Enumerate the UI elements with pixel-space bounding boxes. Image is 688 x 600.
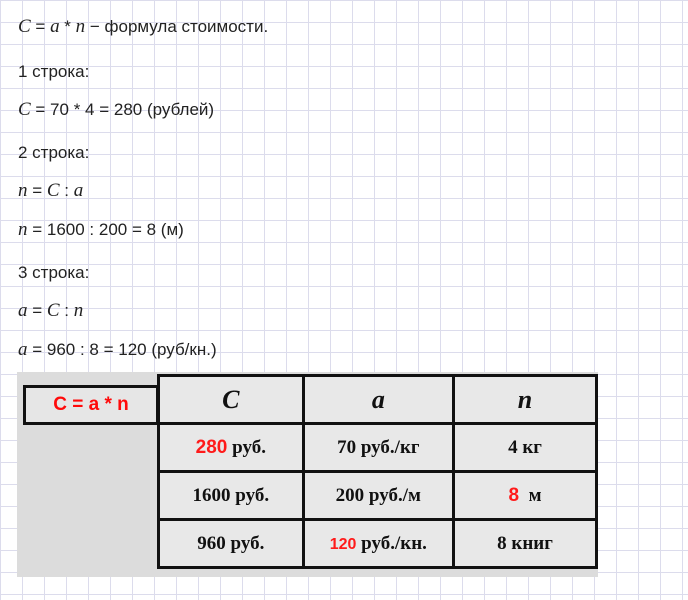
row1-heading-text: 1 строка: (18, 62, 90, 81)
cell-price (303, 424, 453, 472)
cell-text: руб. (227, 436, 266, 458)
formula-box: C = a * n (23, 385, 159, 425)
row3-heading (18, 262, 89, 284)
times: * (59, 17, 76, 36)
divide: : (59, 301, 74, 320)
row2-heading (18, 142, 89, 164)
formula-desc: − формула стоимости. (85, 17, 269, 36)
var-c: C (18, 16, 31, 37)
cell-text: руб./кн. (356, 532, 427, 554)
cell-quantity (454, 424, 597, 472)
cell-price (303, 472, 453, 520)
equals: = (27, 301, 47, 320)
cell-text: 960 руб. (197, 532, 265, 554)
var-c: C (46, 180, 60, 201)
cell-text: 4 кг (508, 436, 542, 458)
var-n: n (75, 16, 86, 37)
var-a: a (18, 300, 28, 321)
answer-value: 120 (329, 535, 357, 553)
row2-heading-text: 2 строка: (18, 143, 90, 162)
cell-quantity (454, 472, 597, 520)
cell-cost (159, 472, 304, 520)
table-row (159, 472, 597, 520)
var-c: C (18, 99, 31, 120)
cell-cost (159, 520, 304, 568)
row2-formula (18, 180, 83, 202)
cell-quantity (454, 520, 597, 568)
var-a: a (50, 16, 60, 37)
divide: : (59, 181, 74, 200)
formula-line (18, 16, 268, 38)
cell-text: 200 руб./м (335, 484, 421, 506)
row3-formula (18, 300, 83, 322)
row1-calc (18, 99, 214, 121)
row2-calc (18, 219, 184, 241)
row3-calc-text: = 960 : 8 = 120 (руб/кн.) (27, 340, 217, 359)
var-n: n (18, 219, 28, 240)
answer-value: 280 (195, 436, 228, 458)
table-header-row (159, 376, 597, 424)
equals: = (30, 17, 51, 36)
textbook-photo (17, 372, 598, 577)
answer-value: 8 (508, 484, 520, 506)
row1-heading (18, 61, 89, 83)
var-a: a (73, 180, 84, 201)
var-a: a (18, 339, 28, 360)
var-c: C (46, 300, 60, 321)
cell-text: м (519, 484, 542, 506)
table-row (159, 424, 597, 472)
var-n: n (18, 180, 28, 201)
row1-calc-text: = 70 * 4 = 280 (рублей) (30, 100, 215, 119)
row2-calc-text: = 1600 : 200 = 8 (м) (27, 220, 184, 239)
cell-cost (159, 424, 304, 472)
header-c: C (159, 376, 304, 424)
header-n: n (454, 376, 597, 424)
value-table (157, 374, 598, 569)
table-row (159, 520, 597, 568)
cell-text: 8 книг (497, 532, 553, 554)
var-n: n (73, 300, 84, 321)
cell-price (303, 520, 453, 568)
row3-heading-text: 3 строка: (18, 263, 90, 282)
cell-text: 70 руб./кг (337, 436, 420, 458)
header-a: a (303, 376, 453, 424)
row3-calc (18, 339, 217, 361)
equals: = (27, 181, 47, 200)
cell-text: 1600 руб. (192, 484, 270, 506)
